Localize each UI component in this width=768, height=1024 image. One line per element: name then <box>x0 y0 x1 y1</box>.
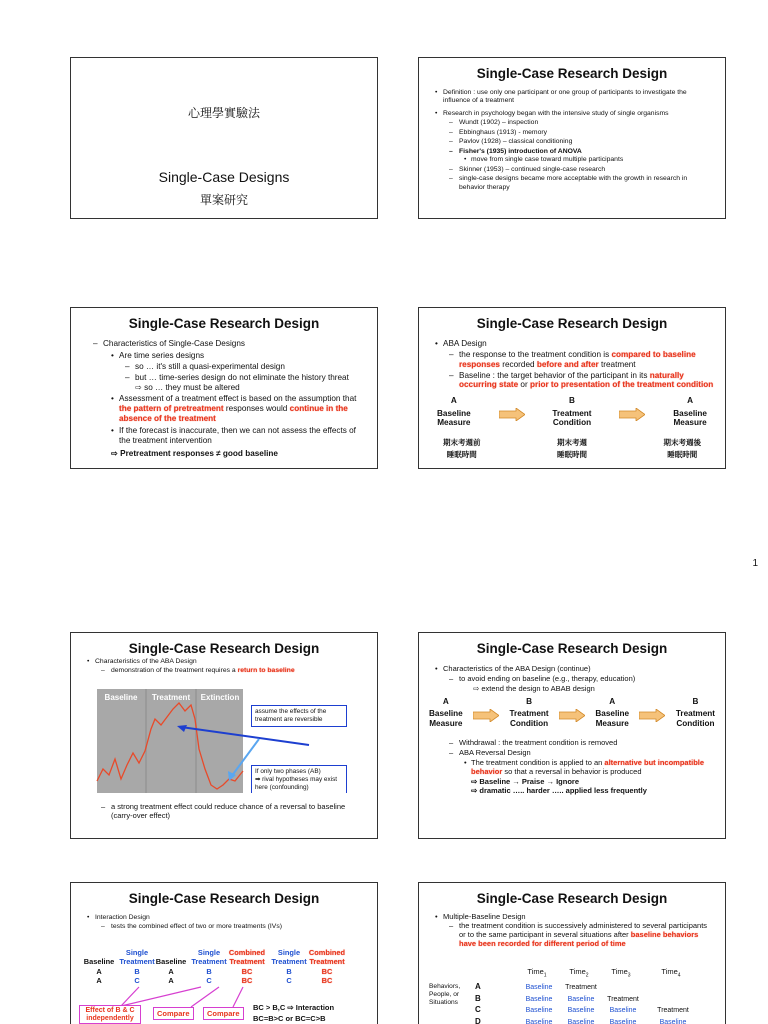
text: The treatment condition is applied to an <box>471 757 605 767</box>
phase-label: Measure <box>595 718 629 728</box>
phase-label: Treatment <box>552 408 592 418</box>
bullet: • Characteristics of the ABA Design <box>95 658 367 666</box>
row-key: A <box>475 982 481 991</box>
phase-b <box>552 396 591 427</box>
phase-label: Baseline <box>595 709 630 719</box>
example-col <box>664 437 702 461</box>
slide5-footer-bullet <box>70 793 378 839</box>
column-header: Baseline <box>155 957 187 966</box>
time-header <box>517 967 557 979</box>
cell: C <box>134 976 140 985</box>
phase-label: Treatment <box>675 709 715 719</box>
sub-bullet <box>459 371 715 391</box>
sub-bullet: – so … it's still a quasi-experimental design <box>135 362 367 372</box>
slide-aba-characteristics <box>70 632 378 794</box>
sub-sub-bullet <box>471 758 715 777</box>
compare-box-2: Compare <box>203 1007 244 1020</box>
text: so that a reversal in behavior is produced <box>502 767 642 777</box>
multiple-baseline-grid <box>429 967 719 1024</box>
row-group-label: Behaviors, People, or Situations <box>429 983 461 1007</box>
cell: Baseline <box>567 995 595 1003</box>
text: the response to the treatment condition is <box>459 349 612 359</box>
bullet: • Multiple-Baseline Design <box>443 912 715 921</box>
text: the treatment condition is successively administered to several participants or to the same participant in several situations after <box>459 921 708 940</box>
page-number: 1 <box>752 558 758 569</box>
bullet: • Are time series designs <box>119 351 367 361</box>
sub-bullet: – Pavlov (1928) – classical conditioning <box>459 138 715 146</box>
note-text: If only two phases (AB) <box>255 768 321 775</box>
cell: Baseline <box>609 1007 637 1014</box>
column-header: Treatment <box>309 957 345 966</box>
slide1-chinese-title: 心理學實驗法 <box>187 106 260 120</box>
slide1-chinese-subtitle: 單案研究 <box>199 193 248 207</box>
column-header: Treatment <box>271 957 307 966</box>
arrow-right-icon <box>473 709 499 722</box>
slide-title: Single-Case Research Design <box>476 891 668 906</box>
highlight: continue in the absence of the treatment <box>119 404 348 424</box>
phase-letter: B <box>526 696 532 706</box>
cell: Treatment <box>657 1007 689 1014</box>
slide-title <box>70 57 378 219</box>
phase-label: Condition <box>552 418 592 428</box>
bullet: • Interaction Design <box>95 914 367 922</box>
sub-bullet: – but … time-series design do not eliminate the history threat <box>135 373 367 383</box>
arrow-right-icon <box>499 408 525 421</box>
cell: B <box>134 967 140 976</box>
highlight: naturally occurring state <box>459 370 684 390</box>
example-text: 期末考週前 <box>443 438 481 448</box>
effect-box: Effect of B & C independently <box>79 1005 141 1024</box>
sub-bullet <box>111 667 367 675</box>
time-index: 2 <box>585 972 589 979</box>
example-col <box>557 437 587 461</box>
highlight: alternative but incompatible behavior <box>471 757 705 777</box>
cell: Baseline <box>525 984 553 991</box>
phase-a1 <box>429 697 463 728</box>
phase-label: Treatment <box>151 693 191 702</box>
phase-a2 <box>673 396 707 427</box>
sub-bullet: – Fisher's (1935) introduction of ANOVA <box>459 148 715 156</box>
cell: Baseline <box>525 1007 553 1014</box>
time-label: Time <box>527 967 544 976</box>
row-key: D <box>475 1016 481 1024</box>
column-header: Combined <box>228 948 266 957</box>
column-header: Single <box>277 948 301 957</box>
interaction-column <box>307 949 347 986</box>
example-text: 期末考週後 <box>663 438 701 448</box>
sub-bullet: – ABA Reversal Design <box>459 748 715 757</box>
example-text: 睡眠時間 <box>557 450 587 460</box>
time-header <box>559 967 599 979</box>
cell: Treatment <box>607 995 639 1003</box>
phase-letter: B <box>692 696 699 706</box>
slide-title: Single-Case Research Design <box>476 66 668 81</box>
sub-note: ⇨ dramatic ….. harder ….. applied less frequently <box>471 785 647 795</box>
time-label: Time <box>611 967 628 976</box>
note-text: ➡ rival hypotheses may exist here (confounding) <box>255 776 338 791</box>
time-header <box>601 967 641 979</box>
phase-a2 <box>595 697 629 728</box>
slide-characteristics <box>70 307 378 469</box>
cell: Baseline <box>525 1018 553 1024</box>
phase-label: Measure <box>673 418 707 428</box>
time-label: Time <box>569 967 586 976</box>
sub-note: ⇨ extend the design to ABAB design <box>473 683 595 693</box>
arrow-right-icon <box>639 709 665 722</box>
slide-title: Single-Case Research Design <box>476 641 668 656</box>
cell: A <box>168 976 174 985</box>
column-header: Baseline <box>83 957 115 966</box>
result-line: BC > B,C ⇨ Interaction <box>253 1003 335 1012</box>
phase-b2 <box>676 697 715 728</box>
phase-label: Baseline <box>437 408 471 418</box>
interaction-column <box>151 949 191 986</box>
cell: BC <box>321 967 333 976</box>
highlight: prior to presentation of the treatment condition <box>530 380 714 390</box>
slide-interaction-design <box>70 882 378 1024</box>
sub-bullet: – to avoid ending on baseline (e.g., therapy, education) <box>459 674 715 683</box>
arrow-right-icon <box>619 408 645 421</box>
text: or <box>518 380 530 390</box>
slide-title: Single-Case Research Design <box>476 316 668 331</box>
time-header <box>651 967 691 979</box>
cell: Baseline <box>609 1018 637 1024</box>
cell: A <box>96 967 102 976</box>
cell: Baseline <box>525 995 553 1003</box>
cell: B <box>206 967 212 976</box>
example-text: 期末考週 <box>557 438 587 448</box>
column-header: Single <box>125 948 149 957</box>
highlight: before and after <box>536 359 599 369</box>
phase-b1 <box>509 697 548 728</box>
text: Baseline : the target behavior of the participant in its <box>459 370 650 380</box>
phase-letter: B <box>569 396 575 406</box>
text: demonstration of the treatment requires a <box>111 667 238 675</box>
time-index: 4 <box>677 972 681 979</box>
sub-note: ⇨ so … they must be altered <box>135 383 240 393</box>
arrow-right-icon <box>559 709 585 722</box>
cell: BC <box>241 967 253 976</box>
aba-flow <box>429 396 715 427</box>
phase-label: Condition <box>509 718 549 728</box>
cell: Baseline <box>567 1007 595 1014</box>
cell: B <box>286 967 292 976</box>
slide-abab-design <box>418 632 726 839</box>
sub-bullet: – Wundt (1902) – inspection <box>459 119 715 127</box>
bullet: • If the forecast is inaccurate, then we can not assess the effects of the treatment intervention <box>119 426 367 446</box>
example-text: 睡眠時間 <box>667 450 698 460</box>
time-index: 1 <box>543 972 547 979</box>
bullet: • Definition : use only one participant or one group of participants to investigate the influence of a treatment <box>443 89 715 106</box>
text: Assessment of a treatment effect is based on the assumption that <box>119 394 357 404</box>
sub-bullet: – Skinner (1953) – continued single-case research <box>459 166 715 174</box>
column-header: Treatment <box>191 957 227 966</box>
bullet <box>119 394 367 424</box>
cell: BC <box>241 976 253 985</box>
column-header: Treatment <box>229 957 265 966</box>
sub-bullet: – Characteristics of Single-Case Designs <box>103 339 367 349</box>
sub-bullet: – Ebbinghaus (1913) - memory <box>459 129 715 137</box>
phase-label: Treatment <box>509 709 549 719</box>
note-reversible: assume the effects of the treatment are reversible <box>251 705 347 727</box>
interaction-column <box>189 949 229 986</box>
sub-bullet: – a strong treatment effect could reduce chance of a reversal to baseline (carry-over effect) <box>111 802 367 821</box>
phase-label: Measure <box>429 718 463 728</box>
time-label: Time <box>661 967 678 976</box>
slide-multiple-baseline <box>418 882 726 1024</box>
column-header: Single <box>197 948 221 957</box>
aba-example <box>429 437 715 461</box>
highlight: return to baseline <box>237 667 295 675</box>
conclusion: ⇨ Pretreatment responses ≠ good baseline <box>111 448 278 458</box>
sub-bullet: – tests the combined effect of two or more treatments (IVs) <box>111 923 367 931</box>
phase-letter: A <box>687 396 694 406</box>
interaction-column <box>79 949 119 986</box>
bullet: • Characteristics of the ABA Design (continue) <box>443 664 715 673</box>
phase-letter: A <box>442 696 449 706</box>
cell: Baseline <box>659 1018 687 1024</box>
phase-letter: A <box>450 396 457 406</box>
column-header: Combined <box>308 948 346 957</box>
slide-title: Single-Case Research Design <box>128 316 320 331</box>
sub-bullet: – single-case designs became more acceptable with the growth in research in behavior therapy <box>459 175 715 192</box>
row-key: C <box>475 1005 481 1014</box>
cell: C <box>286 976 292 985</box>
slide1-english-title: Single-Case Designs <box>158 169 290 185</box>
sub-bullet <box>459 922 715 949</box>
slide-title: Single-Case Research Design <box>128 641 320 656</box>
abab-flow <box>429 697 715 728</box>
sub-bullet <box>459 350 715 370</box>
sub-note: ⇨ Baseline → Praise → Ignore <box>471 776 579 786</box>
text: treatment <box>598 359 636 369</box>
sub-bullet: – Withdrawal : the treatment condition is removed <box>459 738 715 747</box>
cell: Baseline <box>567 1018 595 1024</box>
row-key: B <box>475 993 481 1003</box>
interaction-column <box>269 949 309 986</box>
cell: A <box>96 976 102 985</box>
example-col <box>443 437 481 461</box>
phase-label: Condition <box>676 718 715 728</box>
cell: C <box>206 976 212 985</box>
example-text: 睡眠時間 <box>446 450 477 460</box>
column-header: Treatment <box>119 957 155 966</box>
phase-label: Measure <box>437 418 471 428</box>
highlight: compared to baseline responses <box>459 349 696 369</box>
slide-definition <box>418 57 726 219</box>
highlight: the pattern of pretreatment <box>119 404 224 414</box>
phase-label: Extinction <box>200 693 240 702</box>
interaction-column <box>227 949 267 986</box>
slide-aba-design <box>418 307 726 469</box>
text: recorded <box>499 359 537 369</box>
phase-label: Baseline <box>429 709 463 719</box>
sub-sub-bullet: • move from single case toward multiple participants <box>471 156 715 164</box>
highlight: baseline behaviors have been recorded for different period of time <box>459 930 699 949</box>
note-two-phases <box>251 765 347 794</box>
result-line: BC=B>C or BC=C>B <box>253 1014 326 1023</box>
text: responses would <box>223 404 290 414</box>
phase-letter: A <box>609 696 616 706</box>
bullet: • ABA Design <box>443 339 715 349</box>
cell: A <box>168 967 174 976</box>
phase-a1 <box>437 396 471 427</box>
bullet: • Research in psychology began with the intensive study of single organisms <box>443 110 715 118</box>
cell: BC <box>321 976 333 985</box>
slide-title: Single-Case Research Design <box>128 891 320 906</box>
compare-box-1: Compare <box>153 1007 194 1020</box>
time-index: 3 <box>627 972 631 979</box>
cell: Treatment <box>565 984 597 991</box>
phase-label: Baseline <box>104 693 138 702</box>
phase-label: Baseline <box>673 408 707 418</box>
